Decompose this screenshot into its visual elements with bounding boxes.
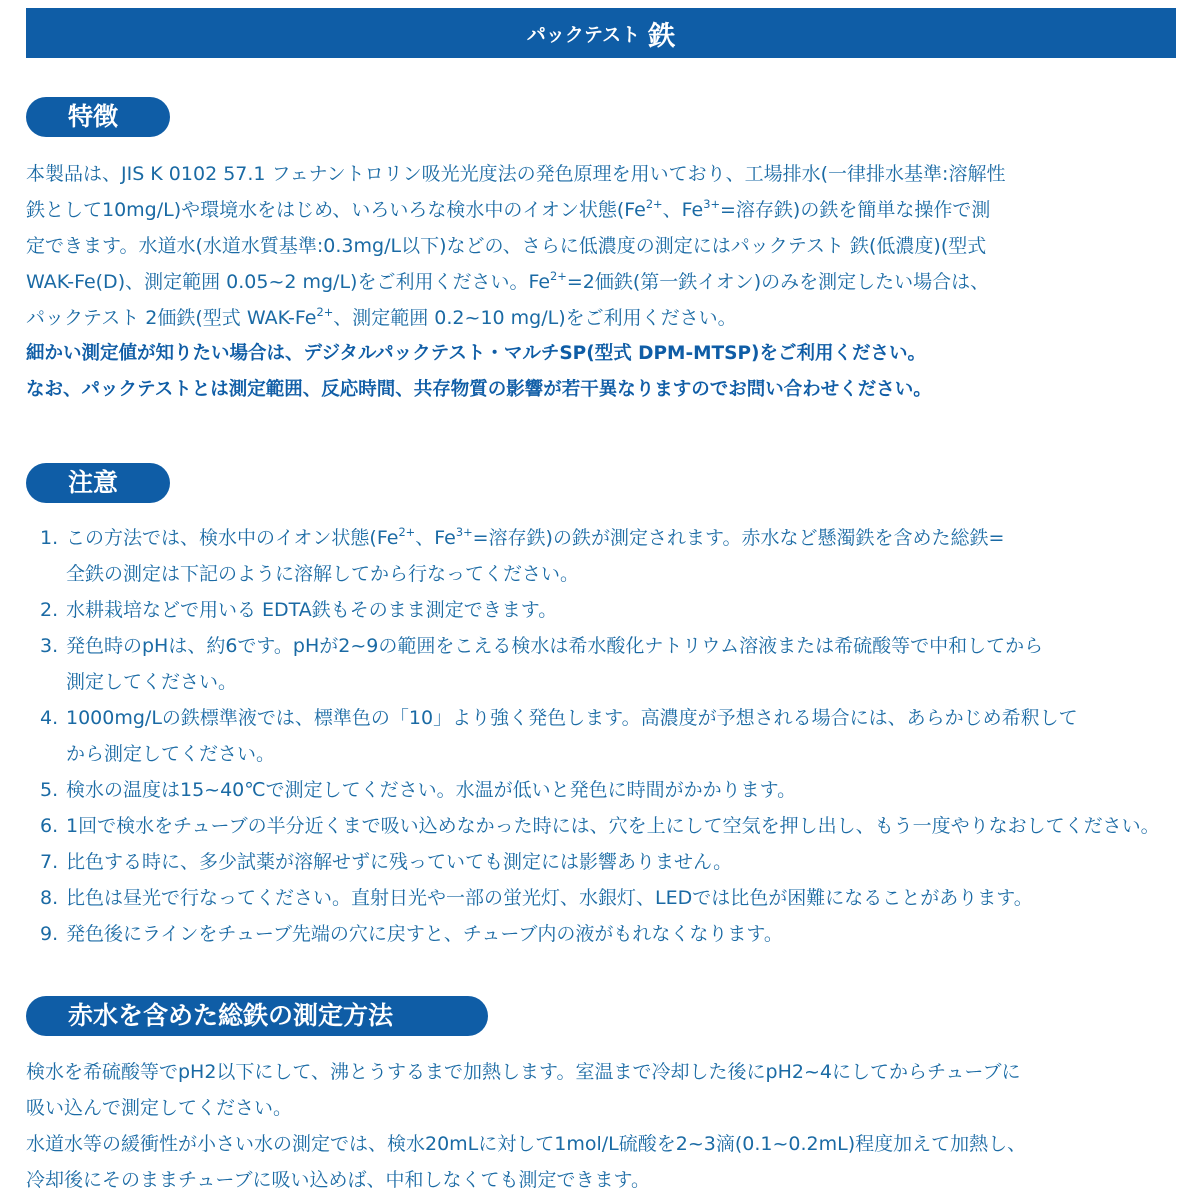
note-item-8	[40, 880, 1180, 916]
features-line-2-c: =溶存鉄)の鉄を簡単な操作で測	[720, 199, 991, 221]
note-item-2-text: 水耕栽培などで用いる EDTA鉄もそのまま測定できます。	[66, 599, 558, 621]
features-line-2-a: 鉄として10mg/L)や環境水をはじめ、いろいろな検水中のイオン状態(Fe	[26, 199, 646, 221]
title-sub: 鉄	[648, 20, 676, 52]
note-number: 3.	[40, 635, 59, 657]
redwater-heading: 赤水を含めた総鉄の測定方法	[26, 996, 488, 1036]
features-line-4-a: WAK-Fe(D)、測定範囲 0.05~2 mg/L)をご利用ください。Fe	[26, 271, 551, 293]
redwater-line-1: 検水を希硫酸等でpH2以下にして、沸とうするまで加熱します。室温まで冷却した後にpH2~4にしてからチューブに	[26, 1061, 1021, 1083]
note-number: 6.	[40, 815, 59, 837]
redwater-line-3: 水道水等の緩衝性が小さい水の測定では、検水20mLに対して1mol/L硫酸を2~3滴(0.1~0.2mL)程度加えて加熱し、	[26, 1133, 1027, 1155]
note-item-4-text: 1000mg/Lの鉄標準液では、標準色の「10」より強く発色します。高濃度が予想される場合には、あらかじめ希釈して	[66, 707, 1078, 729]
redwater-line-2: 吸い込んで測定してください。	[26, 1097, 293, 1119]
note-number: 2.	[40, 599, 59, 621]
features-section	[26, 156, 1178, 408]
note-item-3-continuation: 測定してください。	[66, 671, 238, 693]
note-item-5	[40, 772, 1180, 808]
superscript-2plus: 2+	[316, 305, 334, 320]
notes-heading: 注意	[26, 463, 170, 503]
note-item-1-a: この方法では、検水中のイオン状態(Fe	[66, 527, 399, 549]
note-item-7	[40, 844, 1180, 880]
note-item-1-continuation: 全鉄の測定は下記のように溶解してから行なってください。	[66, 563, 580, 585]
note-item-6-text: 1回で検水をチューブの半分近くまで吸い込めなかった時には、穴を上にして空気を押し出し、もう一度やりなおしてください。	[66, 815, 1160, 837]
features-line-5-b: 、測定範囲 0.2~10 mg/L)をご利用ください。	[333, 307, 737, 329]
note-item-9-text: 発色後にラインをチューブ先端の穴に戻すと、チューブ内の液がもれなくなります。	[66, 923, 783, 945]
note-item-9	[40, 916, 1180, 952]
features-heading: 特徴	[26, 97, 170, 137]
note-item-4	[40, 700, 1180, 736]
superscript-2plus: 2+	[550, 269, 567, 284]
redwater-line-4: 冷却後にそのままチューブに吸い込めば、中和しなくても測定できます。	[26, 1169, 650, 1191]
features-line-4	[26, 264, 1178, 300]
note-item-7-text: 比色する時に、多少試薬が溶解せずに残っていても測定には影響ありません。	[66, 851, 733, 873]
note-number: 1.	[40, 527, 59, 549]
features-bold-line-1: 細かい測定値が知りたい場合は、デジタルパックテスト・マルチSP(型式 DPM-MTSP)をご利用ください。	[26, 343, 927, 364]
note-item-6	[40, 808, 1180, 844]
note-number: 5.	[40, 779, 59, 801]
note-item-4-continuation: から測定してください。	[66, 743, 276, 765]
note-number: 4.	[40, 707, 59, 729]
note-item-1	[40, 520, 1180, 556]
features-line-2	[26, 192, 1178, 228]
features-line-1: 本製品は、JIS K 0102 57.1 フェナントロリン吸光光度法の発色原理を用いており、工場排水(一律排水基準:溶解性	[26, 163, 1006, 185]
features-line-5-a: パックテスト 2価鉄(型式 WAK-Fe	[26, 307, 317, 329]
note-number: 9.	[40, 923, 59, 945]
note-item-2	[40, 592, 1180, 628]
superscript-2plus: 2+	[398, 525, 416, 540]
redwater-section	[26, 1054, 1178, 1198]
note-item-3-text: 発色時のpHは、約6です。pHが2~9の範囲をこえる検水は希水酸化ナトリウム溶液または希硫酸等で中和してから	[66, 635, 1044, 657]
title-banner	[26, 8, 1176, 58]
superscript-2plus: 2+	[645, 197, 663, 212]
features-bold-line-2: なお、パックテストとは測定範囲、反応時間、共存物質の影響が若干異なりますのでお問い合わせください。	[26, 379, 932, 400]
note-number: 7.	[40, 851, 59, 873]
notes-list	[40, 520, 1180, 952]
note-item-5-text: 検水の温度は15~40℃で測定してください。水温が低いと発色に時間がかかります。	[66, 779, 797, 801]
title-main: パックテスト	[526, 23, 641, 46]
note-item-8-text: 比色は昼光で行なってください。直射日光や一部の蛍光灯、水銀灯、LEDでは比色が困難になることがあります。	[66, 887, 1033, 909]
superscript-3plus: 3+	[455, 525, 473, 540]
note-number: 8.	[40, 887, 59, 909]
note-item-3	[40, 628, 1180, 664]
features-line-2-b: 、Fe	[662, 199, 704, 221]
note-item-1-c: =溶存鉄)の鉄が測定されます。赤水など懸濁鉄を含めた総鉄=	[472, 527, 1005, 549]
features-line-4-b: =2価鉄(第一鉄イオン)のみを測定したい場合は、	[566, 271, 990, 293]
note-item-1-b: 、Fe	[415, 527, 456, 549]
features-line-3: 定できます。水道水(水道水質基準:0.3mg/L以下)などの、さらに低濃度の測定にはパックテスト 鉄(低濃度)(型式	[26, 235, 987, 257]
features-line-5	[26, 300, 1178, 336]
superscript-3plus: 3+	[703, 197, 720, 212]
